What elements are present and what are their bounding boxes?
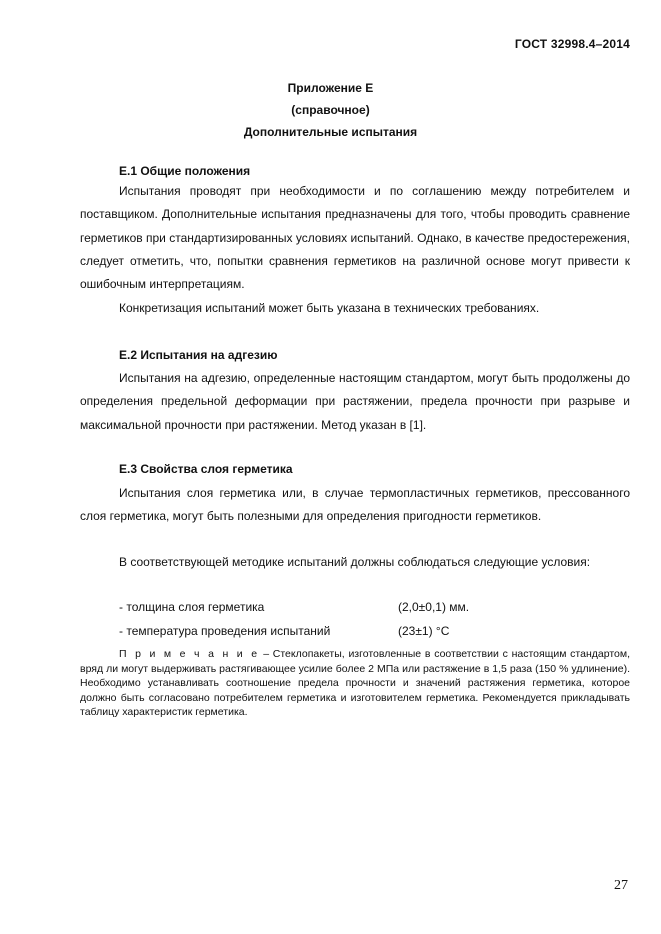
paragraph: Испытания проводят при необходимости и по соглашению между потребителем и поставщиком. Дополнительные испытания предназначены для того, чтобы проводить сравнение герметиков при стандартизированных условиях испытаний. Однако, в качестве предостережения, следует отметить, что, попытки сравнения герметиков на различной основе могут привести к ошибочным интерпретациям.: [80, 184, 630, 292]
condition-label: - толщина слоя герметика: [119, 600, 265, 614]
appendix-type: (справочное): [291, 103, 370, 117]
section-title-e2: Е.2 Испытания на адгезию: [119, 348, 278, 362]
standard-designation: ГОСТ 32998.4–2014: [514, 37, 630, 51]
appendix-heading: Дополнительные испытания: [243, 125, 418, 139]
appendix-title: Приложение Е: [287, 81, 374, 95]
condition-value: (23±1) °С: [398, 624, 450, 638]
condition-label: - температура проведения испытаний: [119, 624, 331, 638]
note: [80, 647, 630, 720]
section-title-e1: Е.1 Общие положения: [119, 164, 251, 178]
paragraph: Испытания на адгезию, определенные настоящим стандартом, могут быть продолжены до определения предельной деформации при растяжении, предела прочности при разрыве и максимальной прочности при растяжении. Метод указан в [1].: [80, 371, 630, 432]
condition-value: (2,0±0,1) мм.: [398, 600, 470, 614]
paragraph: Конкретизация испытаний может быть указана в технических требованиях.: [119, 301, 540, 315]
note-label: П р и м е ч а н и е: [119, 648, 260, 660]
paragraph: Испытания слоя герметика или, в случае термопластичных герметиков, прессованного слоя герметика, могут быть полезными для определения пригодности герметиков.: [80, 486, 630, 524]
section-title-e3: Е.3 Свойства слоя герметика: [119, 462, 293, 476]
note-text: – Стеклопакеты, изготовленные в соответствии с настоящим стандартом, вряд ли могут выдерживать растягивающее усилие более 2 МПа или растяжение в 1,5 раза (150 % удлинение). Необходимо устанавливать соотношение предела прочности и значений растяжения герметика, которое должно быть согласовано потребителем герметика и изготовителем герметика. Рекомендуется прикладывать таблицу характеристик герметика.: [80, 648, 630, 718]
paragraph: В соответствующей методике испытаний должны соблюдаться следующие условия:: [119, 555, 591, 569]
page-number: 27: [614, 878, 628, 893]
